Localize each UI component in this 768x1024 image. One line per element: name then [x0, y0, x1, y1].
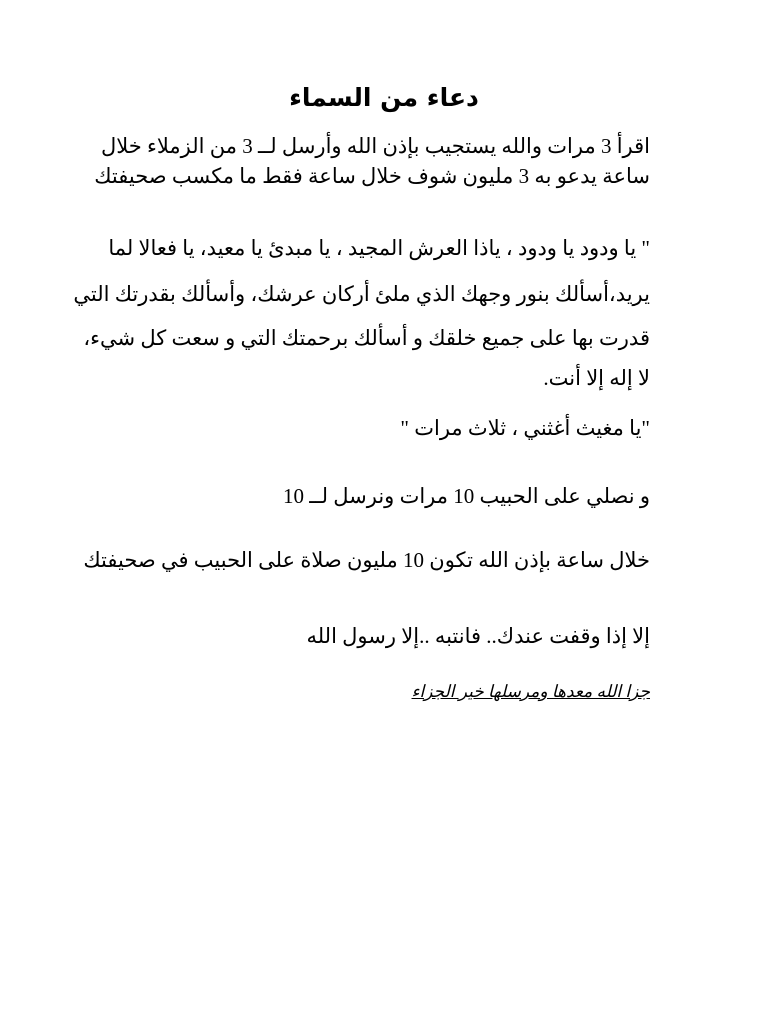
reward-line: خلال ساعة بإذن الله تكون 10 مليون صلاة على الحبيب في صحيفتك [83, 548, 650, 572]
prayer-line-4: لا إله إلا أنت. [543, 366, 650, 390]
prayer-line-3: قدرت بها على جميع خلقك و أسألك برحمتك التي و سعت كل شيء، [83, 326, 650, 350]
prayer-line-2: يريد،أسألك بنور وجهك الذي ملئ أركان عرشك، وأسألك بقدرتك التي [73, 282, 650, 306]
prayer-line-1: " يا ودود يا ودود ، ياذا العرش المجيد ، يا مبدئ يا معيد، يا فعالا لما [108, 236, 650, 260]
closing-signature: جزا الله معدها ومرسلها خير الجزاء [411, 682, 650, 701]
warning-line: إلا إذا وقفت عندك.. فانتبه ..إلا رسول الله [306, 624, 650, 648]
repeat-line: "يا مغيث أغثني ، ثلاث مرات " [400, 416, 650, 440]
salawat-line: و نصلي على الحبيب 10 مرات ونرسل لــ 10 [283, 484, 650, 508]
document-title: دعاء من السماء [289, 83, 479, 112]
intro-line-2: ساعة يدعو به 3 مليون شوف خلال ساعة فقط ما مكسب صحيفتك [94, 164, 650, 188]
intro-line-1: اقرأ 3 مرات والله يستجيب بإذن الله وأرسل لــ 3 من الزملاء خلال [100, 134, 650, 158]
